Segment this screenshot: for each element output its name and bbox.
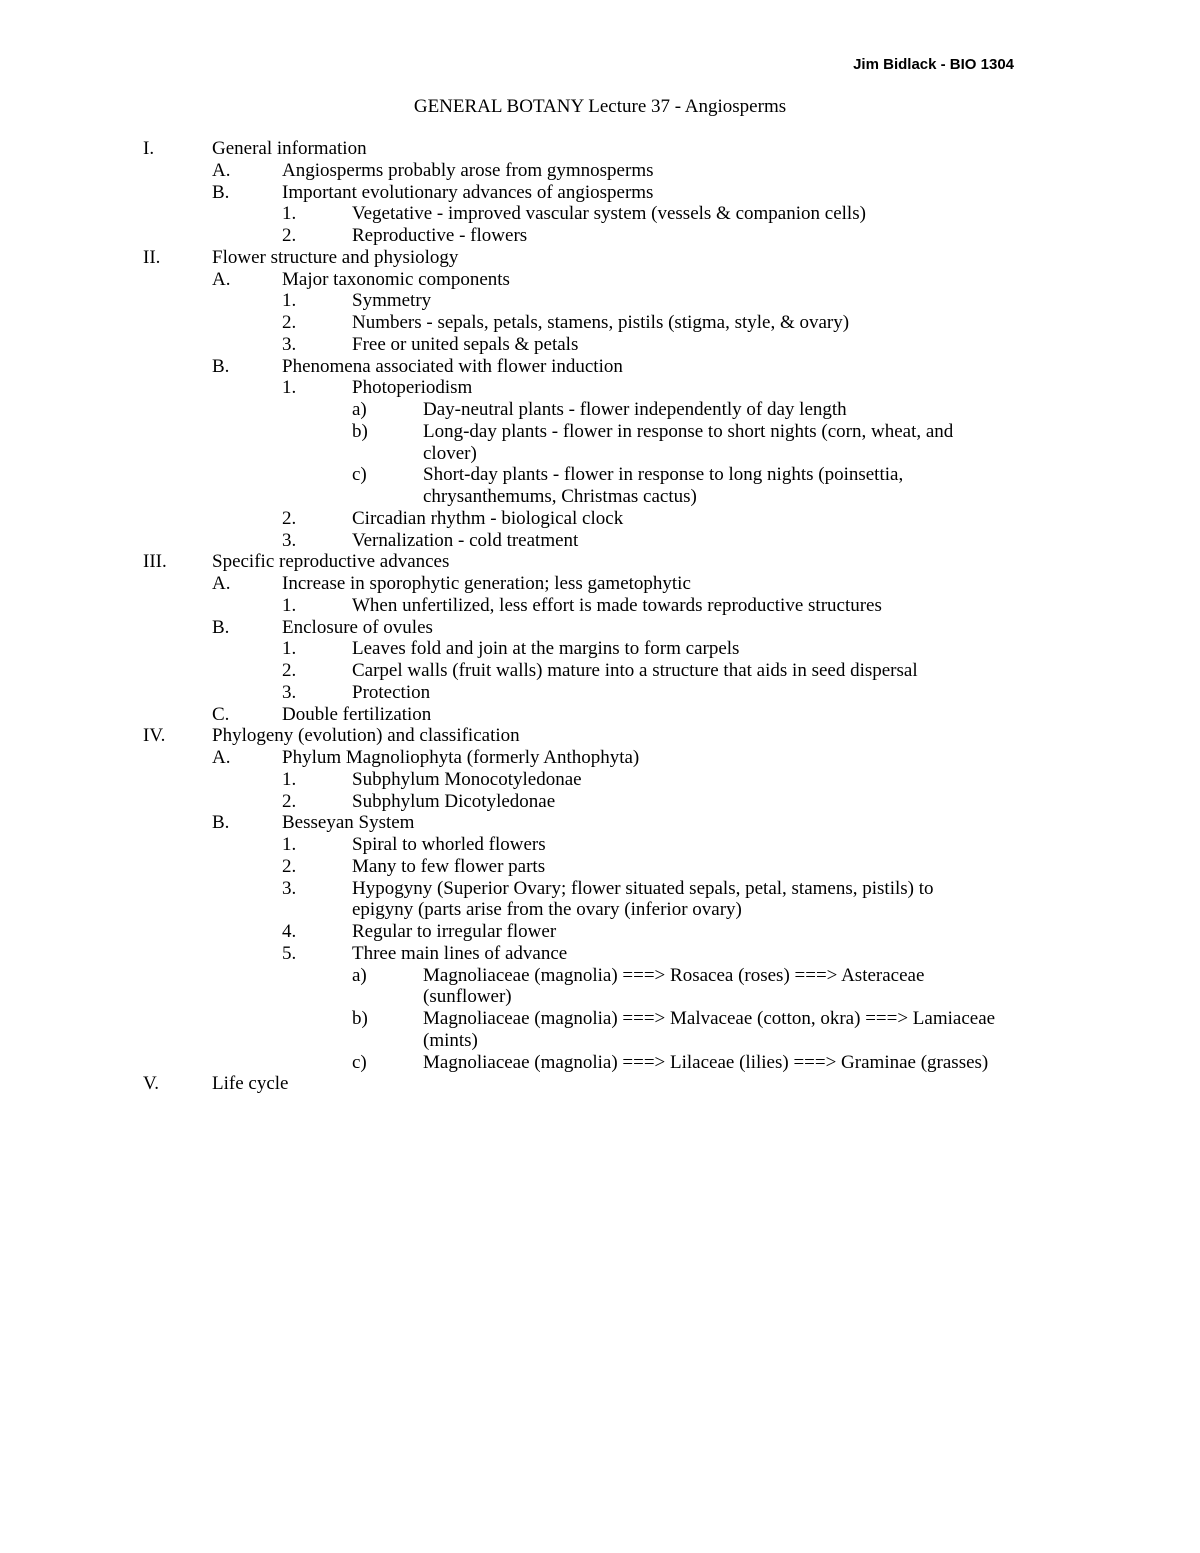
outline-marker: A. (212, 268, 231, 290)
outline-marker: c) (352, 1051, 367, 1073)
outline-text: Subphylum Dicotyledonae (352, 790, 556, 812)
outline-item (0, 464, 1200, 486)
outline-marker: 1. (282, 203, 297, 225)
outline-item (0, 160, 1200, 182)
outline-text: Numbers - sepals, petals, stamens, pistils (stigma, style, & ovary) (352, 312, 850, 333)
outline-text: Reproductive - flowers (352, 225, 528, 246)
outline-text: Vegetative - improved vascular system (vessels & companion cells) (352, 203, 866, 225)
outline-text: Important evolutionary advances of angiosperms (282, 181, 654, 203)
outline-marker: 1. (282, 377, 297, 399)
outline-marker: 1. (282, 834, 297, 855)
outline-marker: A. (212, 159, 231, 181)
outline-item (0, 399, 1200, 421)
outline-marker: b) (352, 420, 368, 442)
outline-item (0, 573, 1200, 595)
outline-marker: 2. (282, 507, 297, 529)
outline-item (0, 660, 1200, 682)
outline-text: Protection (352, 681, 431, 703)
outline-item (0, 899, 1200, 921)
outline-item (0, 921, 1200, 943)
outline-marker: II. (143, 246, 161, 268)
outline-item (0, 312, 1200, 334)
outline-marker: B. (212, 616, 230, 638)
outline-marker: 3. (282, 681, 297, 703)
outline-text: Phenomena associated with flower induction (282, 355, 623, 377)
outline-marker: C. (212, 703, 230, 725)
header-author: Jim Bidlack - BIO 1304 (853, 56, 1014, 73)
outline-item (0, 247, 1200, 269)
outline-text: Vernalization - cold treatment (352, 529, 579, 551)
outline-item (0, 769, 1200, 791)
outline-text: Regular to irregular flower (352, 921, 557, 942)
outline-marker: 1. (282, 638, 297, 660)
outline-item (0, 682, 1200, 704)
outline-item (0, 791, 1200, 813)
outline-item (0, 704, 1200, 726)
outline-marker: 4. (282, 921, 297, 942)
outline-item (0, 225, 1200, 247)
lecture-outline (0, 138, 1200, 1095)
outline-marker: I. (143, 138, 155, 159)
outline-marker: 1. (282, 594, 297, 616)
outline-text: epigyny (parts arise from the ovary (inferior ovary) (352, 899, 742, 921)
outline-marker: 2. (282, 855, 297, 877)
outline-marker: B. (212, 181, 230, 203)
outline-item (0, 356, 1200, 378)
outline-text: Carpel walls (fruit walls) mature into a structure that aids in seed dispersal (352, 660, 918, 681)
outline-marker: 3. (282, 529, 297, 551)
outline-marker: IV. (143, 725, 166, 747)
outline-text: General information (212, 138, 367, 159)
outline-item (0, 986, 1200, 1008)
outline-marker: c) (352, 464, 367, 486)
outline-item (0, 1030, 1200, 1052)
outline-marker: 2. (282, 312, 297, 333)
outline-item (0, 595, 1200, 617)
outline-item (0, 747, 1200, 769)
outline-item (0, 965, 1200, 987)
outline-item (0, 269, 1200, 291)
outline-text: Photoperiodism (352, 377, 473, 399)
outline-text: Short-day plants - flower in response to long nights (poinsettia, (423, 464, 904, 486)
outline-item (0, 1008, 1200, 1030)
outline-item (0, 812, 1200, 834)
outline-marker: 1. (282, 768, 297, 790)
outline-item (0, 508, 1200, 530)
outline-marker: a) (352, 399, 367, 420)
outline-text: Increase in sporophytic generation; less gametophytic (282, 573, 691, 594)
outline-text: Phylum Magnoliophyta (formerly Anthophyta) (282, 747, 640, 768)
outline-text: Major taxonomic components (282, 268, 510, 290)
outline-marker: B. (212, 355, 230, 377)
outline-text: Double fertilization (282, 703, 432, 725)
outline-marker: b) (352, 1008, 368, 1029)
outline-text: Life cycle (212, 1073, 289, 1095)
outline-text: Three main lines of advance (352, 942, 568, 964)
outline-marker: 1. (282, 290, 297, 312)
outline-text: clover) (423, 442, 477, 464)
outline-marker: 2. (282, 225, 297, 246)
outline-text: Phylogeny (evolution) and classification (212, 725, 520, 747)
outline-item (0, 377, 1200, 399)
outline-marker: B. (212, 812, 230, 834)
outline-item (0, 203, 1200, 225)
outline-text: Free or united sepals & petals (352, 333, 579, 355)
outline-marker: 5. (282, 942, 297, 964)
outline-text: Long-day plants - flower in response to short nights (corn, wheat, and (423, 420, 954, 442)
outline-item (0, 334, 1200, 356)
outline-text: Enclosure of ovules (282, 616, 433, 638)
outline-text: chrysanthemums, Christmas cactus) (423, 486, 697, 507)
outline-item (0, 182, 1200, 204)
outline-item (0, 138, 1200, 160)
outline-item (0, 1073, 1200, 1095)
outline-text: Spiral to whorled flowers (352, 834, 546, 855)
outline-item (0, 834, 1200, 856)
outline-marker: 2. (282, 790, 297, 812)
outline-item (0, 530, 1200, 552)
outline-marker: 2. (282, 660, 297, 681)
outline-text: Magnoliaceae (magnolia) ===> Malvaceae (cotton, okra) ===> Lamiaceae (423, 1008, 996, 1029)
outline-item (0, 725, 1200, 747)
outline-text: Symmetry (352, 290, 432, 312)
outline-marker: III. (143, 551, 167, 573)
outline-marker: 3. (282, 333, 297, 355)
outline-marker: A. (212, 573, 231, 594)
outline-item (0, 638, 1200, 660)
outline-text: Magnoliaceae (magnolia) ===> Rosacea (roses) ===> Asteraceae (423, 964, 925, 986)
outline-text: Angiosperms probably arose from gymnosperms (282, 159, 654, 181)
outline-marker: V. (143, 1073, 160, 1095)
outline-item (0, 856, 1200, 878)
outline-item (0, 878, 1200, 900)
outline-item (0, 486, 1200, 508)
outline-marker: A. (212, 747, 231, 768)
outline-text: When unfertilized, less effort is made towards reproductive structures (352, 594, 882, 616)
outline-text: Many to few flower parts (352, 855, 546, 877)
outline-text: Hypogyny (Superior Ovary; flower situated sepals, petal, stamens, pistils) to (352, 877, 934, 899)
outline-item (0, 551, 1200, 573)
outline-marker: 3. (282, 877, 297, 899)
outline-text: Specific reproductive advances (212, 551, 450, 573)
outline-text: (mints) (423, 1029, 478, 1051)
outline-marker: a) (352, 964, 367, 986)
outline-item (0, 1052, 1200, 1074)
outline-item (0, 617, 1200, 639)
outline-text: Subphylum Monocotyledonae (352, 768, 582, 790)
outline-text: (sunflower) (423, 986, 512, 1008)
outline-text: Circadian rhythm - biological clock (352, 507, 624, 529)
page-title: GENERAL BOTANY Lecture 37 - Angiosperms (413, 96, 787, 117)
outline-text: Magnoliaceae (magnolia) ===> Lilaceae (lilies) ===> Graminae (grasses) (423, 1051, 989, 1073)
outline-text: Besseyan System (282, 812, 415, 834)
outline-item (0, 421, 1200, 443)
outline-item (0, 943, 1200, 965)
outline-item (0, 443, 1200, 465)
outline-text: Day-neutral plants - flower independently of day length (423, 399, 847, 420)
outline-text: Flower structure and physiology (212, 246, 459, 268)
outline-item (0, 290, 1200, 312)
outline-text: Leaves fold and join at the margins to form carpels (352, 638, 740, 660)
